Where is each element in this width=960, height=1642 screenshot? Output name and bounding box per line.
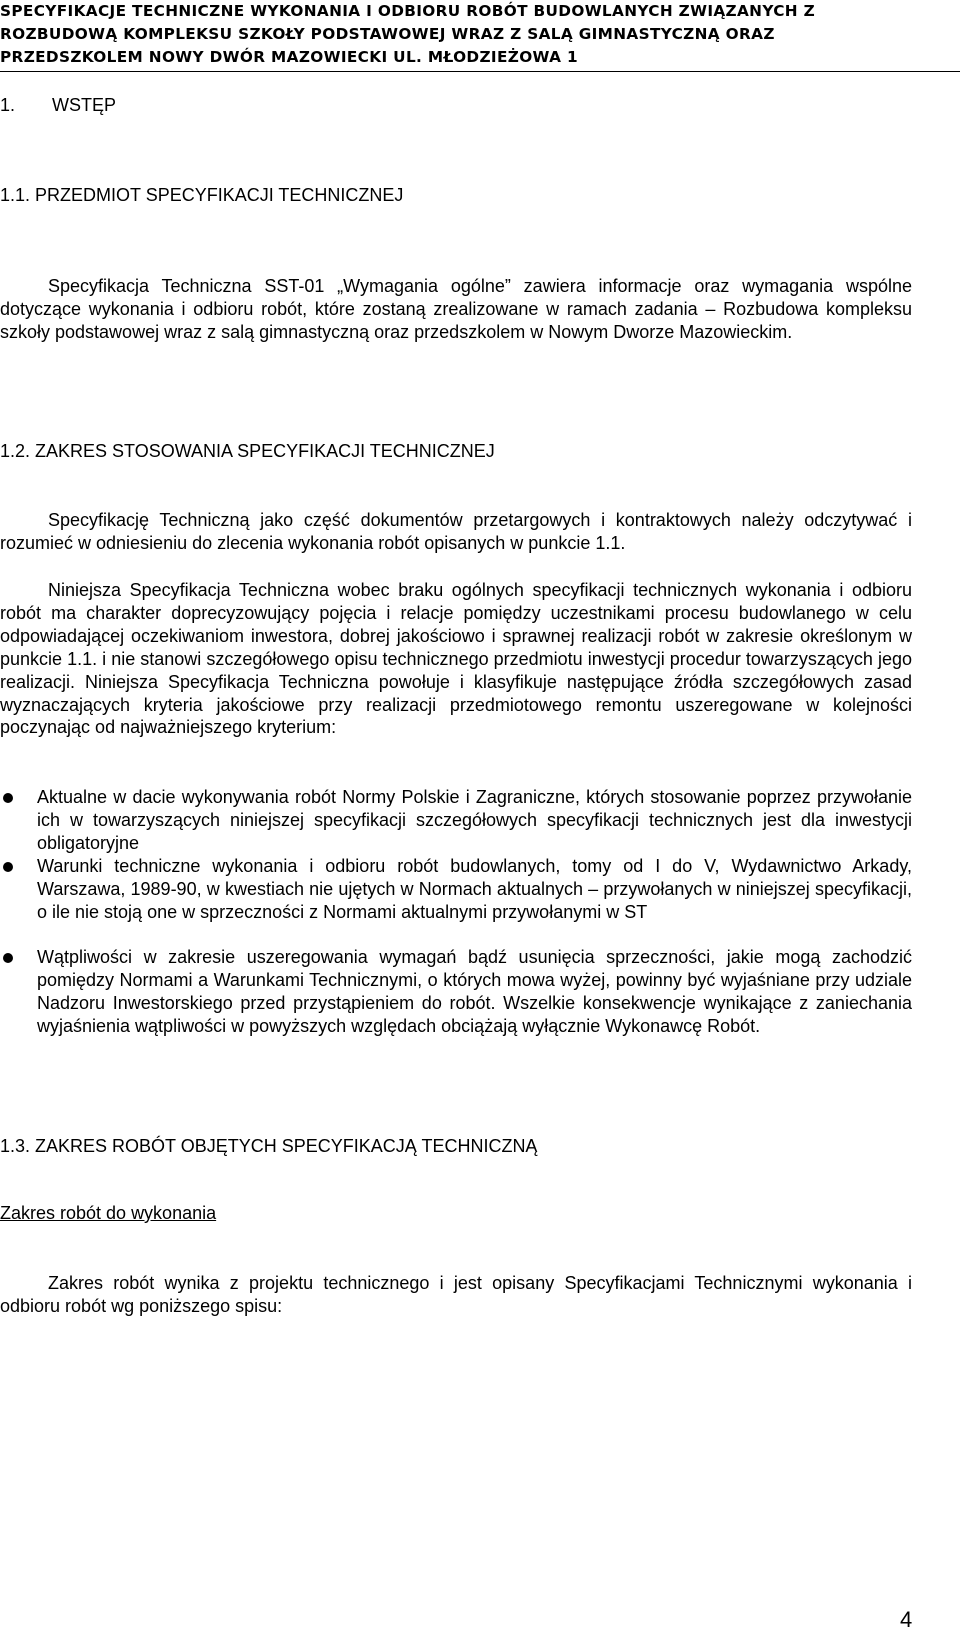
section-1-2-paragraph-1: Specyfikację Techniczną jako część dokumentów przetargowych i kontraktowych należy odczytywać i rozumieć w odniesieniu do zlecenia wykonania robót opisanych w punkcie 1.1.	[0, 510, 912, 553]
section-1-3-paragraph: Zakres robót wynika z projektu technicznego i jest opisany Specyfikacjami Technicznymi wykonania i odbioru robót wg poniższego spisu:	[0, 1273, 912, 1316]
section-1-1-heading: 1.1. PRZEDMIOT SPECYFIKACJI TECHNICZNEJ	[0, 185, 404, 205]
section-1-2-heading: 1.2. ZAKRES STOSOWANIA SPECYFIKACJI TECHNICZNEJ	[0, 441, 495, 461]
document-header	[0, 0, 960, 72]
header-line-2: ROZBUDOWĄ KOMPLEKSU SZKOŁY PODSTAWOWEJ WRAZ Z SALĄ GIMNASTYCZNĄ ORAZ	[0, 25, 775, 43]
bullet-icon	[3, 793, 13, 803]
page-number: 4	[900, 1607, 913, 1632]
section-1-number: 1.	[0, 95, 16, 115]
criteria-list-item: Warunki techniczne wykonania i odbioru robót budowlanych, tomy od I do V, Wydawnictwo Arkady, Warszawa, 1989-90, w kwestiach nie ujętych w Normach aktualnych – przywołanych w niniejszej specyfikacji, o ile nie stoją one w sprzeczności z Normami aktualnymi przywołanymi w ST	[37, 856, 912, 922]
header-line-1: SPECYFIKACJE TECHNICZNE WYKONANIA I ODBIORU ROBÓT BUDOWLANYCH ZWIĄZANYCH Z	[0, 2, 816, 20]
header-line-3: PRZEDSZKOLEM NOWY DWÓR MAZOWIECKI UL. MŁODZIEŻOWA 1	[0, 48, 578, 66]
section-1-1-paragraph: Specyfikacja Techniczna SST-01 „Wymagania ogólne” zawiera informacje oraz wymagania wspólne dotyczące wykonania i odbioru robót, które zostaną zrealizowane w ramach zadania – Rozbudowa kompleksu szkoły podstawowej wraz z salą gimnastyczną oraz przedszkolem w Nowym Dworze Mazowieckim.	[0, 276, 912, 342]
section-1-title: WSTĘP	[52, 95, 117, 115]
criteria-list-item: Wątpliwości w zakresie uszeregowania wymagań bądź usunięcia sprzeczności, jakie mogą zachodzić pomiędzy Normami a Warunkami Technicznymi, o których mowa wyżej, powinny być wyjaśniane przy udziale Nadzoru Inwestorskiego przed przystąpieniem do robót. Wszelkie konsekwencje wynikające z zaniechania wyjaśnienia wątpliwości w powyższych względach obciążają wyłącznie Wykonawcę Robót.	[37, 947, 912, 1036]
section-1-2-paragraph-2: Niniejsza Specyfikacja Techniczna wobec braku ogólnych specyfikacji technicznych wykonania i odbioru robót ma charakter doprecyzowujący pojęcia i relacje pomiędzy uczestnikami procesu budowlanego w celu odpowiadającej oczekiwaniom inwestora, dobrej jakościowo i sprawnej realizacji robót w zakresie określonym w punkcie 1.1. i nie stanowi szczegółowego opisu technicznego przedmiotu inwestycji procedur towarzyszących jego realizacji. Niniejsza Specyfikacja Techniczna powołuje i klasyfikuje następujące źródła szczegółowych zasad wyznaczających kryteria jakościowe przy realizacji przedmiotowego remontu uszeregowane w kolejności poczynając od najważniejszego kryterium:	[0, 580, 912, 738]
bullet-icon	[3, 862, 13, 872]
section-1-3-subheading: Zakres robót do wykonania	[0, 1203, 217, 1223]
criteria-list-item: Aktualne w dacie wykonywania robót Normy Polskie i Zagraniczne, których stosowanie poprzez przywołanie ich w towarzyszących niniejszej specyfikacji szczegółowych specyfikacji technicznych jest dla inwestycji obligatoryjne	[37, 787, 912, 853]
bullet-icon	[3, 953, 13, 963]
section-1-3-heading: 1.3. ZAKRES ROBÓT OBJĘTYCH SPECYFIKACJĄ TECHNICZNĄ	[0, 1136, 538, 1156]
